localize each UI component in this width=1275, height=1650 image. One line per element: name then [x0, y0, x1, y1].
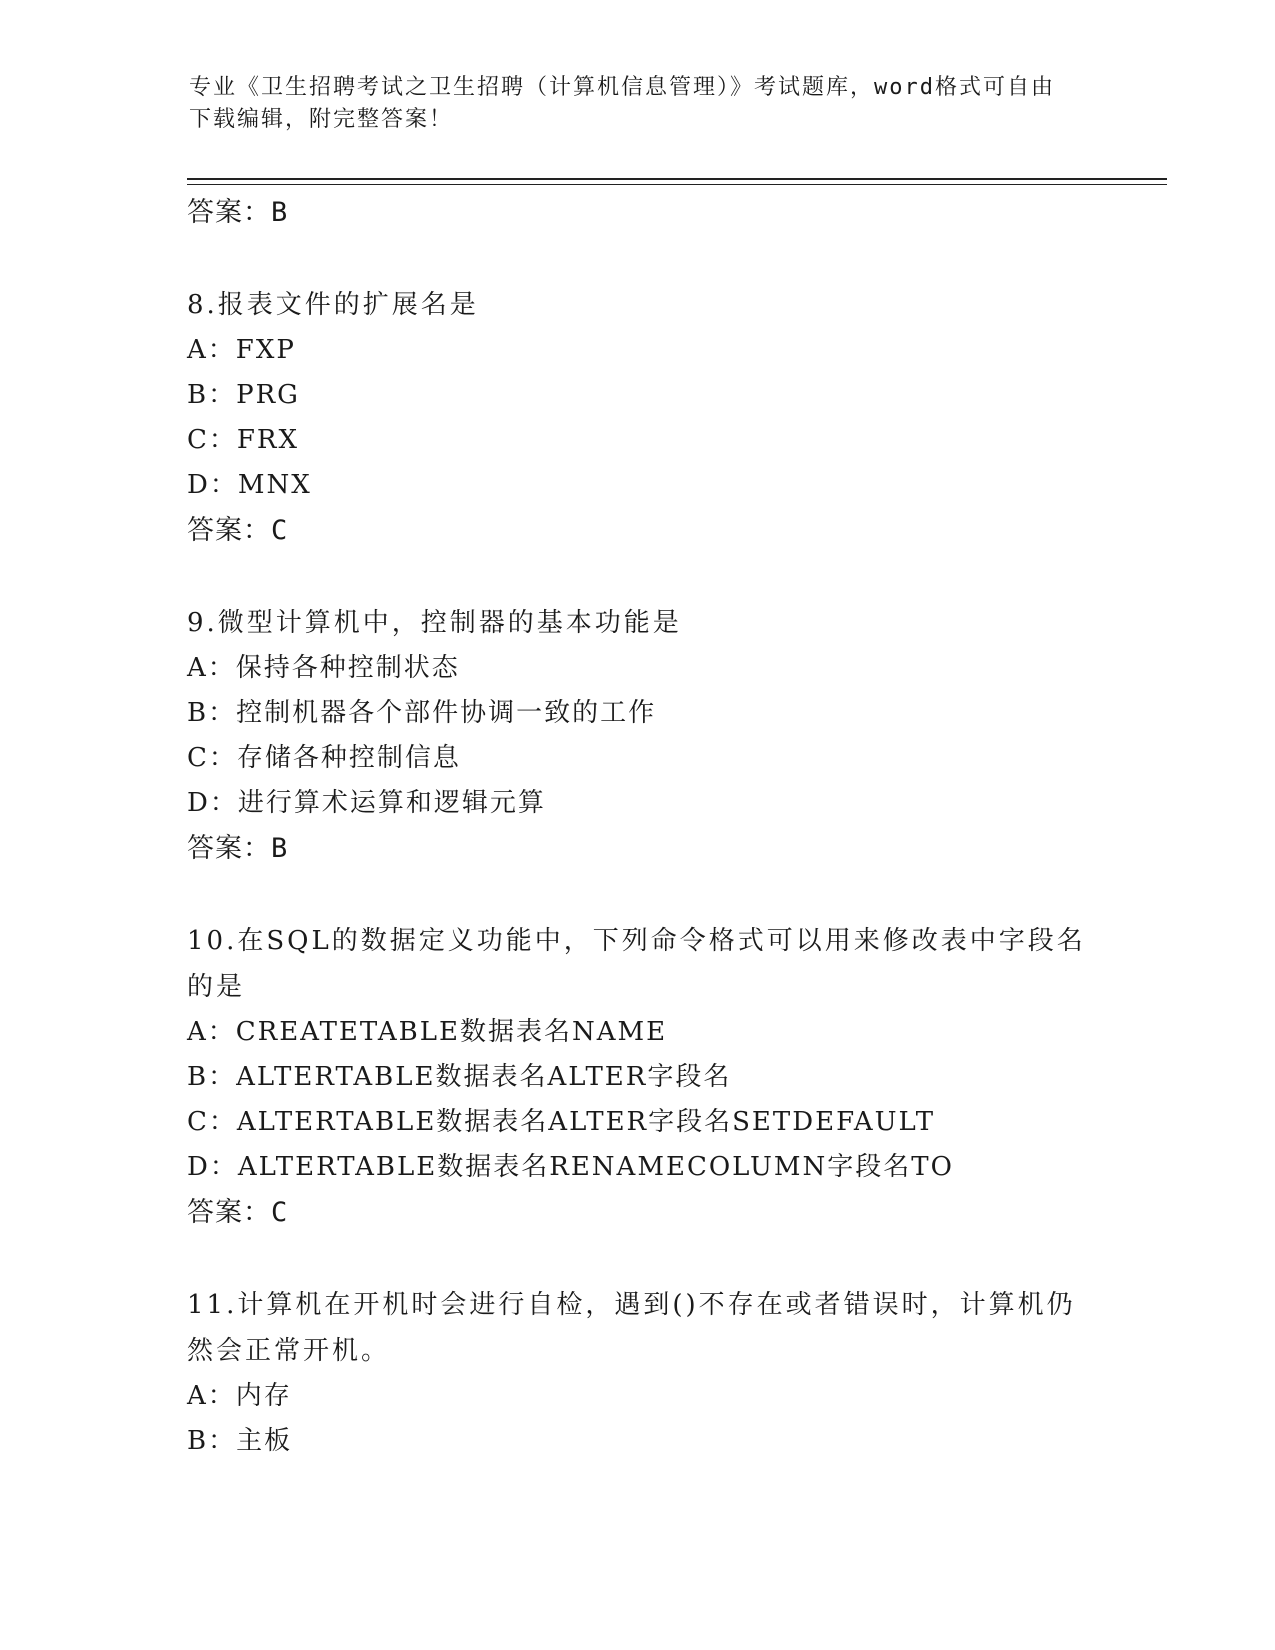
question-block-11 [187, 1282, 1087, 1464]
option-d: D：MNX [187, 470, 312, 500]
answer: 答案：C [187, 515, 289, 546]
question-text: 11.计算机在开机时会进行自检，遇到()不存在或者错误时，计算机仍然会正常开机。 [187, 1290, 1076, 1366]
header-divider [187, 178, 1167, 180]
option-c: C：ALTERTABLE数据表名ALTER字段名SETDEFAULT [187, 1107, 936, 1137]
option-b: B：ALTERTABLE数据表名ALTER字段名 [187, 1062, 732, 1092]
header-divider-thin [187, 184, 1167, 185]
option-b: B：控制机器各个部件协调一致的工作 [187, 698, 657, 728]
question-text: 9.微型计算机中，控制器的基本功能是 [187, 608, 682, 638]
option-d: D：进行算术运算和逻辑元算 [187, 788, 546, 818]
document-header: 专业《卫生招聘考试之卫生招聘（计算机信息管理）》考试题库，word格式可自由下载编辑，附完整答案！ [189, 75, 1055, 132]
question-block-9 [187, 600, 1087, 871]
question-block-10 [187, 918, 1087, 1235]
option-a: A：FXP [187, 335, 296, 365]
option-a: A：CREATETABLE数据表名NAME [187, 1017, 668, 1047]
question-text: 8.报表文件的扩展名是 [187, 290, 479, 320]
option-a: A：保持各种控制状态 [187, 653, 460, 683]
option-b: B：主板 [187, 1426, 293, 1456]
answer-prev: 答案：B [187, 197, 289, 228]
option-c: C：存储各种控制信息 [187, 743, 461, 773]
option-b: B：PRG [187, 380, 300, 410]
document-body [187, 190, 1087, 1464]
question-block-8 [187, 282, 1087, 553]
option-d: D：ALTERTABLE数据表名RENAMECOLUMN字段名TO [187, 1152, 954, 1182]
question-text: 10.在SQL的数据定义功能中，下列命令格式可以用来修改表中字段名的是 [187, 926, 1086, 1002]
answer: 答案：C [187, 1197, 289, 1228]
answer: 答案：B [187, 833, 289, 864]
option-c: C：FRX [187, 425, 300, 455]
option-a: A：内存 [187, 1381, 292, 1411]
